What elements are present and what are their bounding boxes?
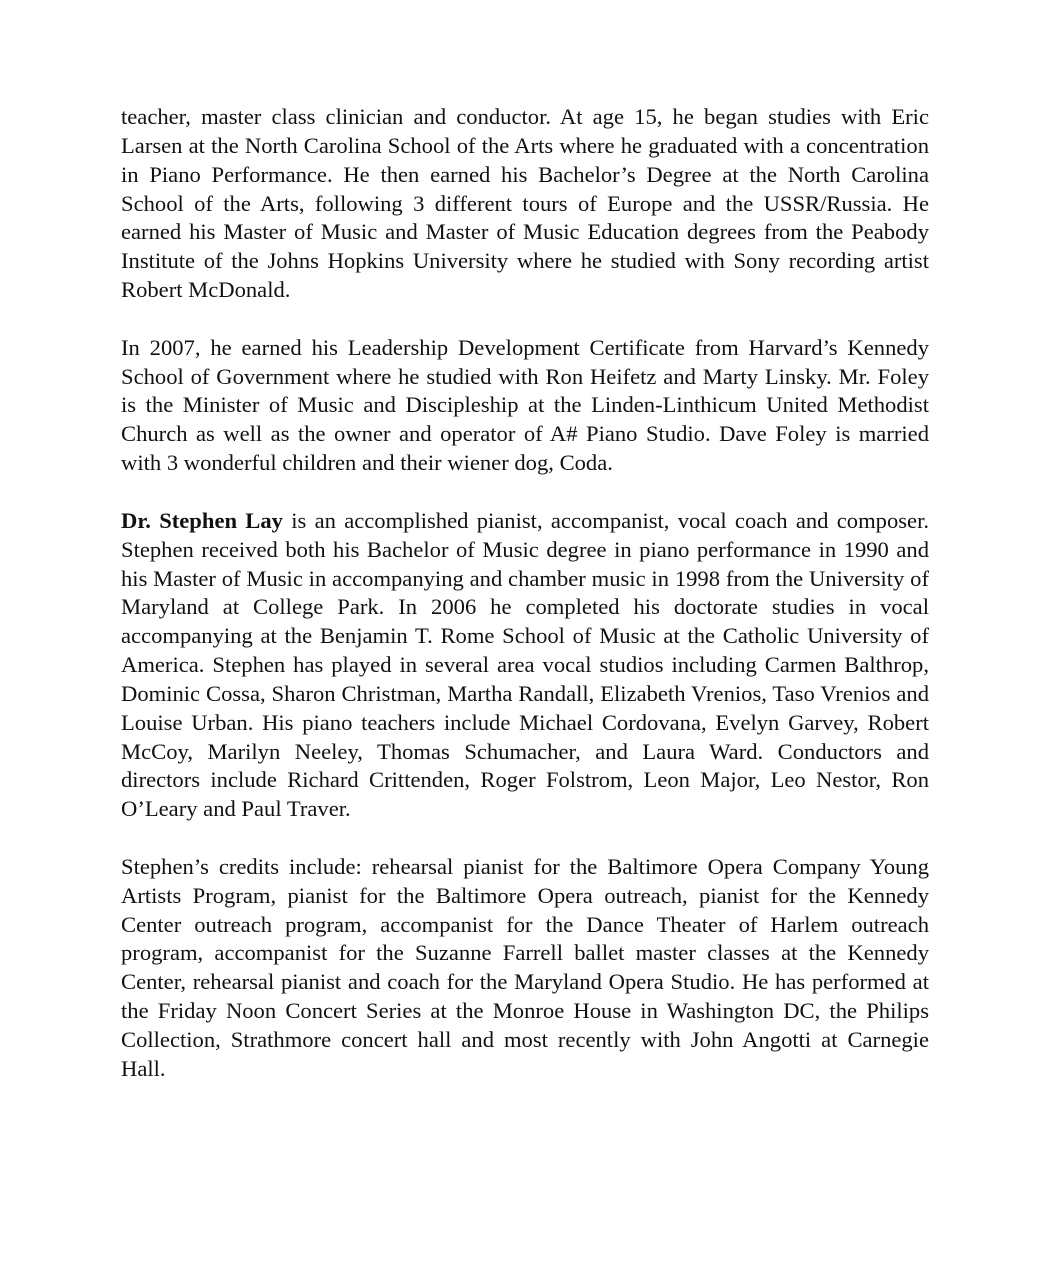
document-page [121,103,929,1113]
paragraph-foley-education [121,103,929,305]
paragraph-foley-leadership [121,334,929,478]
paragraph-text: is an accomplished pianist, accompanist, vocal coach and composer. Stephen received both his Bachelor of Music degree in piano performance in 1990 and his Master of Music in accompanying and chamber music in 1998 from the University of Maryland at College Park. In 2006 he completed his doctorate studies in vocal accompanying at the Benjamin T. Rome School of Music at the Catholic University of America. Stephen has played in several area vocal studios including Carmen Balthrop, Dominic Cossa, Sharon Christman, Martha Randall, Elizabeth Vrenios, Taso Vrenios and Louise Urban. His piano teachers include Michael Cordovana, Evelyn Garvey, Robert McCoy, Marilyn Neeley, Thomas Schumacher, and Laura Ward. Conductors and directors include Richard Crittenden, Roger Folstrom, Leon Major, Leo Nestor, Ron O’Leary and Paul Traver. [121,507,929,822]
paragraph-text: teacher, master class clinician and conductor. At age 15, he began studies with Eric Larsen at the North Carolina School of the Arts where he graduated with a concentration in Piano Performance. He then earned his Bachelor’s Degree at the North Carolina School of the Arts, following 3 different tours of Europe and the USSR/Russia. He earned his Master of Music and Master of Music Education degrees from the Peabody Institute of the Johns Hopkins University where he studied with Sony recording artist Robert McDonald. [121,104,929,303]
person-name-heading: Dr. Stephen Lay [121,507,283,533]
paragraph-lay-credits [121,853,929,1084]
paragraph-lay-bio [121,507,929,824]
paragraph-text: In 2007, he earned his Leadership Development Certificate from Harvard’s Kennedy School of Government where he studied with Ron Heifetz and Marty Linsky. Mr. Foley is the Minister of Music and Discipleship at the Linden-Linthicum United Methodist Church as well as the owner and operator of A# Piano Studio. Dave Foley is married with 3 wonderful children and their wiener dog, Coda. [121,334,929,476]
paragraph-text: Stephen’s credits include: rehearsal pianist for the Baltimore Opera Company Young Artists Program, pianist for the Baltimore Opera outreach, pianist for the Kennedy Center outreach program, accompanist for the Dance Theater of Harlem outreach program, accompanist for the Suzanne Farrell ballet master classes at the Kennedy Center, rehearsal pianist and coach for the Maryland Opera Studio. He has performed at the Friday Noon Concert Series at the Monroe House in Washington DC, the Philips Collection, Strathmore concert hall and most recently with John Angotti at Carnegie Hall. [121,853,929,1081]
